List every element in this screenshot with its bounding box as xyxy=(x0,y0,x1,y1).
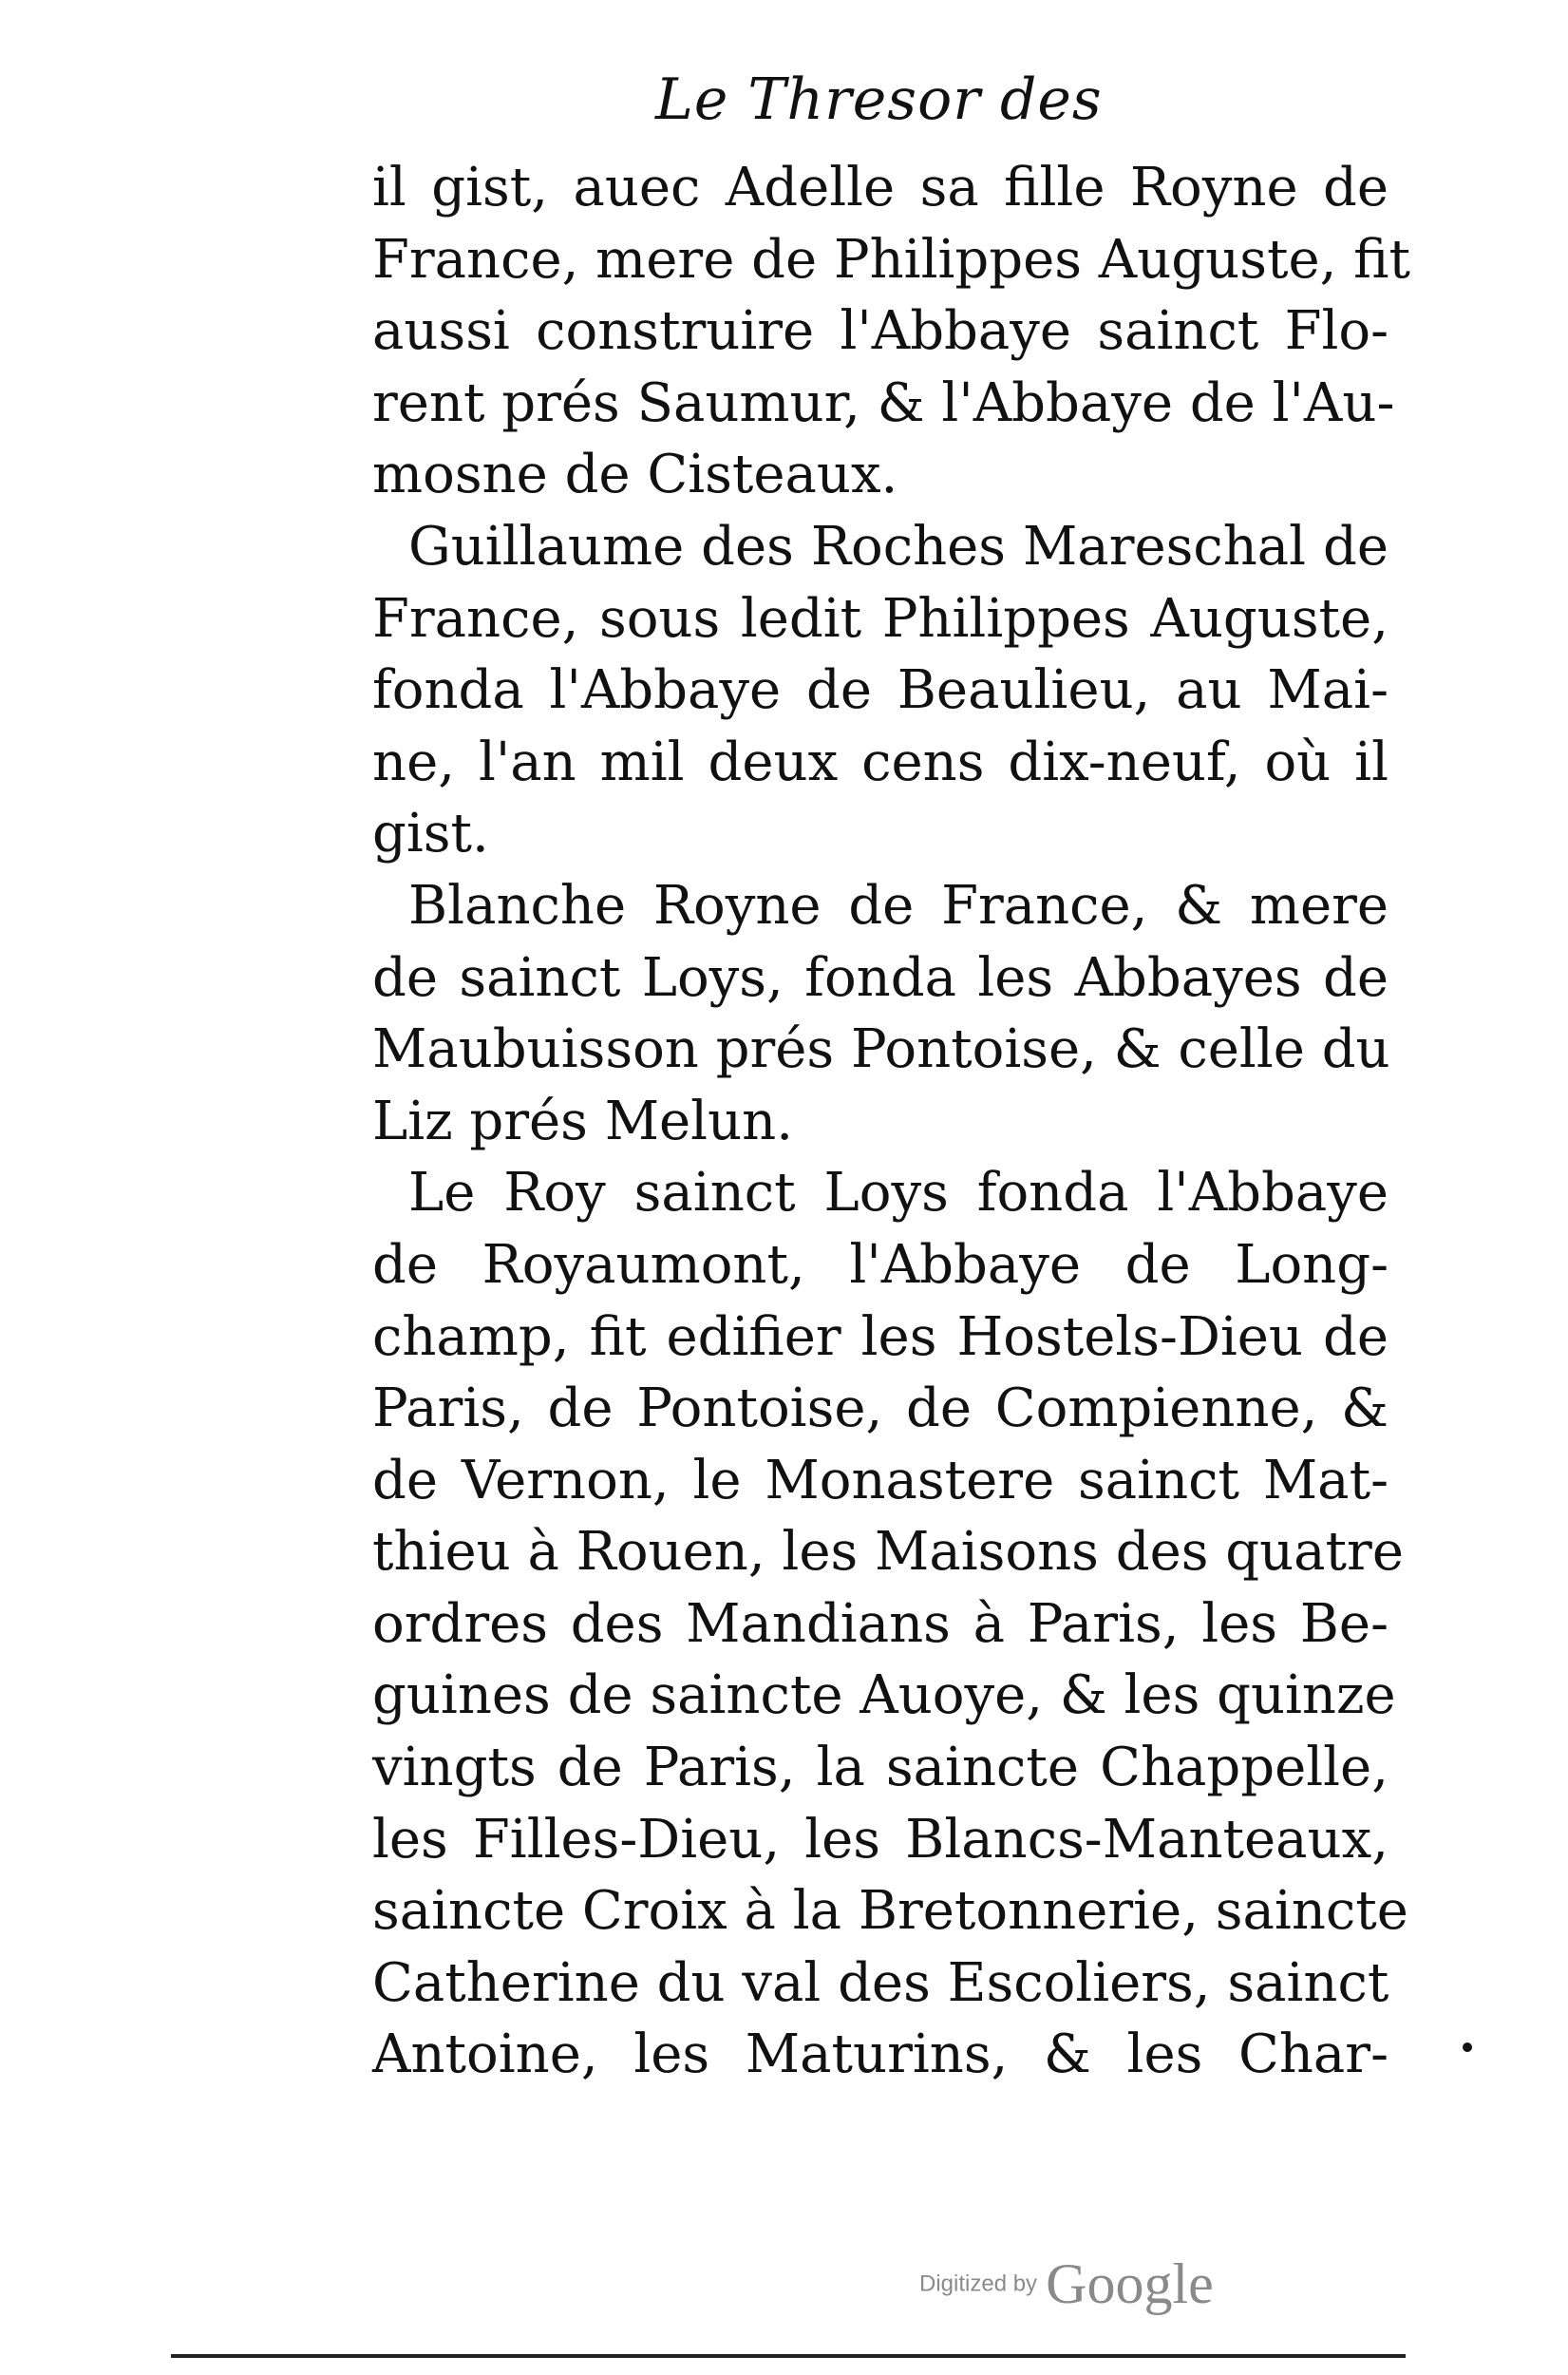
text-line: de Vernon, le Monastere sainct Mat- xyxy=(372,1449,1389,1511)
running-title: Le Thresor des xyxy=(655,66,1103,133)
text-line: Guillaume des Roches Mareschal de xyxy=(408,515,1389,578)
text-line: ordres des Mandians à Paris, les Be- xyxy=(372,1592,1389,1655)
text-line: champ, fit edifier les Hostels-Dieu de xyxy=(372,1305,1389,1368)
text-line: de Royaumont, l'Abbaye de Long- xyxy=(372,1233,1389,1296)
text-line: Liz prés Melun. xyxy=(372,1090,794,1152)
text-line: Antoine, les Maturins, & les Char- xyxy=(372,2024,1389,2086)
text-line: vingts de Paris, la saincte Chappelle, xyxy=(372,1737,1389,1799)
text-line: Blanche Royne de France, & mere xyxy=(408,874,1389,937)
digitized-label: Digitized by xyxy=(919,2270,1038,2297)
text-line: France, mere de Philippes Auguste, fit xyxy=(372,228,1411,291)
text-line: rent prés Saumur, & l'Abbaye de l'Au- xyxy=(372,371,1395,434)
text-line: saincte Croix à la Bretonnerie, saincte xyxy=(372,1880,1408,1943)
text-line: Maubuisson prés Pontoise, & celle du xyxy=(372,1018,1390,1081)
ink-dot xyxy=(1463,2042,1472,2052)
text-line: fonda l'Abbaye de Beaulieu, au Mai- xyxy=(372,659,1389,722)
text-line: les Filles-Dieu, les Blancs-Manteaux, xyxy=(372,1808,1389,1871)
text-line: thieu à Rouen, les Maisons des quatre xyxy=(372,1521,1404,1584)
text-line: de sainct Loys, fonda les Abbayes de xyxy=(372,946,1389,1009)
page-bottom-edge xyxy=(171,2354,1406,2358)
text-line: Le Roy sainct Loys fonda l'Abbaye xyxy=(408,1162,1389,1225)
body-text xyxy=(372,152,1411,2091)
text-line: guines de saincte Auoye, & les quinze xyxy=(372,1664,1396,1727)
digitization-watermark xyxy=(919,2252,1214,2317)
text-line: gist. xyxy=(372,803,489,865)
text-line: mosne de Cisteaux. xyxy=(372,444,898,506)
text-line: il gist, auec Adelle sa fille Royne de xyxy=(372,157,1389,218)
google-logo: Google xyxy=(1046,2252,1214,2315)
text-line: Paris, de Pontoise, de Compienne, & xyxy=(372,1378,1389,1440)
text-line: ne, l'an mil deux cens dix-neuf, où il xyxy=(372,731,1389,793)
text-line: aussi construire l'Abbaye sainct Flo- xyxy=(372,300,1389,363)
text-line: France, sous ledit Philippes Auguste, xyxy=(372,587,1389,650)
text-line: Catherine du val des Escoliers, sainct xyxy=(372,1951,1389,2014)
